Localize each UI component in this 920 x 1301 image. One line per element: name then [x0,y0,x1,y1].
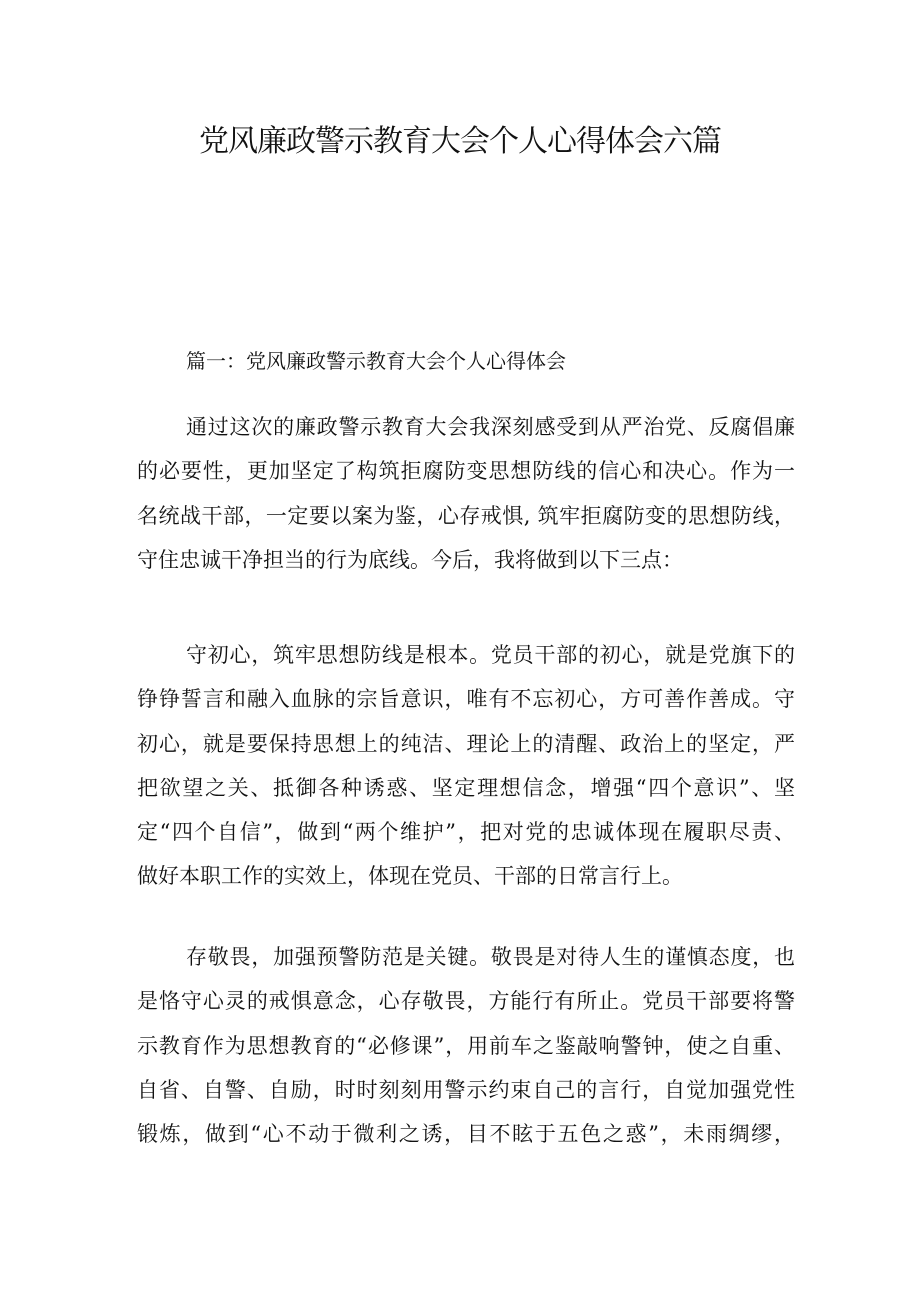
text-line: 存敬畏，加强预警防范是关键。敬畏是对待人生的谨慎态度，也 [186,945,795,969]
text-line: 守初心，筑牢思想防线是根本。党员干部的初心，就是党旗下的 [186,643,795,667]
text-line: 做好本职工作的实效上，体现在党员、干部的日常言行上。 [137,864,683,889]
document-title: 党风廉政警示教育大会个人心得体会六篇 [199,124,721,159]
text-line: 锻炼，做到“心不动于微利之诱，目不眩于五色之惑”，未雨绸缪， [137,1122,795,1147]
text-line: 把欲望之关、抵御各种诱惑、坚定理想信念，增强“四个意识”、坚 [137,775,795,800]
text-line: 的必要性，更加坚定了构筑拒腐防变思想防线的信心和决心。作为一 [137,459,795,484]
paragraph-2 [137,642,795,908]
paragraph-1 [137,414,795,591]
text-line: 定“四个自信”，做到“两个维护”，把对党的忠诚体现在履职尽责、 [137,820,795,845]
text-line: 名统战干部，一定要以案为鉴，心存戒惧, 筑牢拒腐防变的思想防线， [137,503,795,528]
text-line: 示教育作为思想教育的“必修课”，用前车之鉴敲响警钟，使之自重、 [137,1033,795,1058]
text-line: 初心，就是要保持思想上的纯洁、理论上的清醒、政治上的坚定，严 [137,731,795,756]
text-line: 守住忠诚干净担当的行为底线。今后，我将做到以下三点： [137,547,683,572]
text-line: 铮铮誓言和融入血脉的宗旨意识，唯有不忘初心，方可善作善成。守 [137,687,795,712]
text-line: 通过这次的廉政警示教育大会我深刻感受到从严治党、反腐倡廉 [186,415,795,439]
text-line: 自省、自警、自励，时时刻刻用警示约束自己的言行，自觉加强党性 [137,1077,795,1102]
text-line: 是恪守心灵的戒惧意念，心存敬畏，方能行有所止。党员干部要将警 [137,989,795,1014]
section-heading: 篇一：党风廉政警示教育大会个人心得体会 [186,349,566,373]
paragraph-3 [137,944,795,1165]
